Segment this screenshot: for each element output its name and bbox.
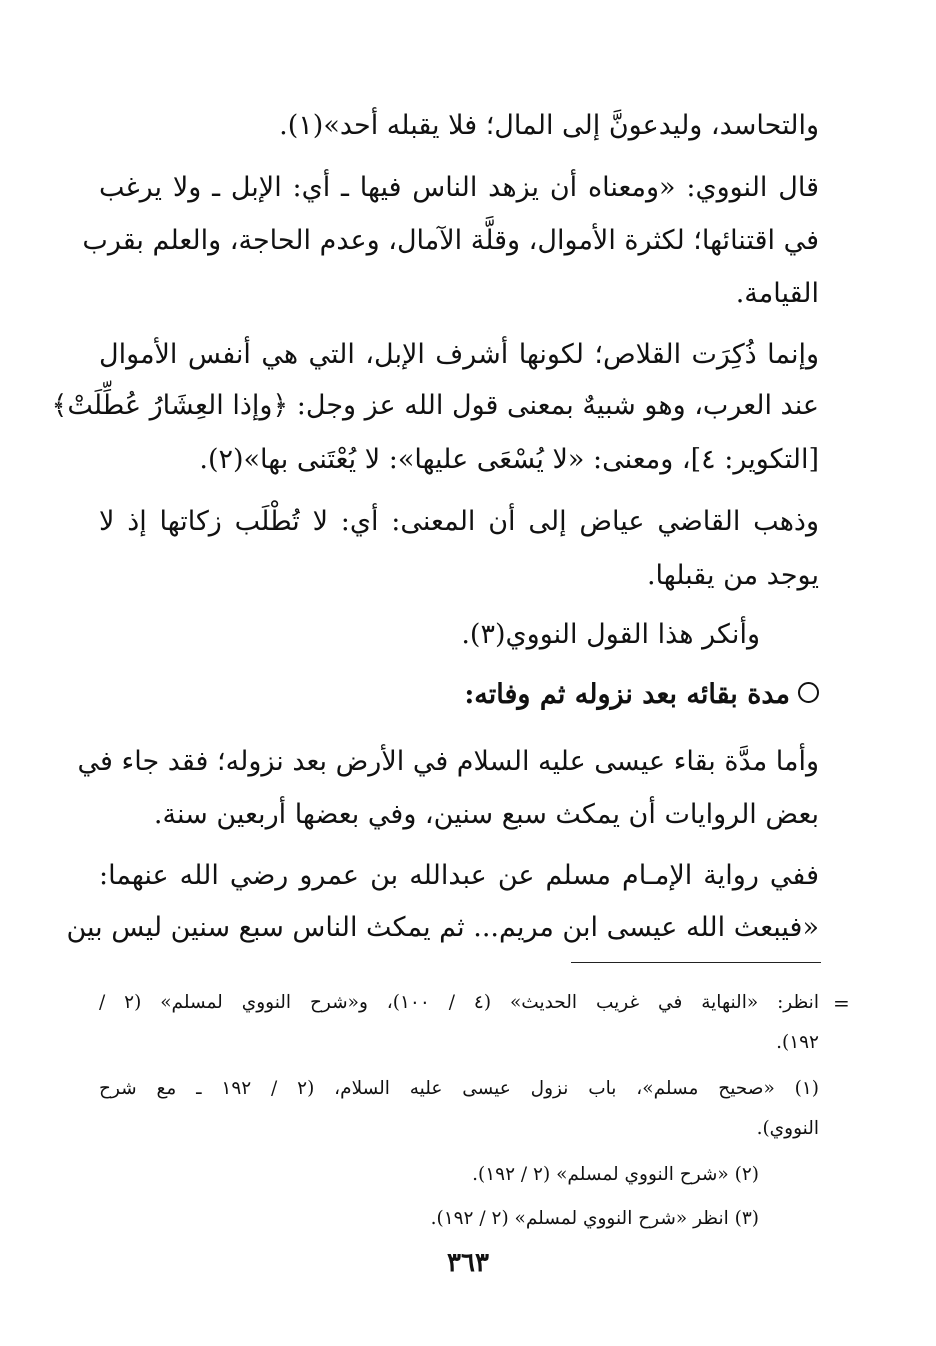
body-line: وذهب القاضي عياض إلى أن المعنى: أي: لا تُطْلَب زكاتها إذ لا	[99, 506, 819, 537]
body-line: [التكوير: ٤]، ومعنى: «لا يُسْعَى عليها»: لا يُعْتَنى بها»(٢).	[199, 444, 819, 475]
body-line: «فيبعث الله عيسى ابن مريم... ثم يمكث الناس سبع سنين ليس بين	[66, 912, 819, 943]
body-line: القيامة.	[735, 278, 819, 309]
page-number: ٣٦٣	[447, 1248, 489, 1278]
footnote-line: انظر: «النهاية في غريب الحديث» (٤ / ١٠٠)، و«شرح النووي لمسلم» (٢ /	[99, 992, 819, 1013]
footnote-line: (٢) «شرح النووي لمسلم» (٢ / ١٩٢).	[472, 1164, 759, 1185]
body-line: والتحاسد، وليدعونَّ إلى المال؛ فلا يقبله أحد»(١).	[279, 110, 819, 141]
body-line: وإنما ذُكِرَت القلاص؛ لكونها أشرف الإبل، التي هي أنفس الأموال	[99, 339, 819, 370]
body-line: بعض الروايات أن يمكث سبع سنين، وفي بعضها أربعين سنة.	[153, 799, 819, 830]
footnote-line: ١٩٢).	[776, 1032, 819, 1053]
circle-bullet-icon	[798, 682, 819, 703]
body-line: عند العرب، وهو شبيهٌ بمعنى قول الله عز وجل: ﴿وإذا العِشَارُ عُطِّلَتْ﴾	[51, 390, 819, 421]
body-line: يوجد من يقبلها.	[646, 560, 819, 591]
body-line: قال النووي: «ومعناه أن يزهد الناس فيها ـ أي: الإبل ـ ولا يرغب	[99, 172, 819, 203]
body-line: وأما مدَّة بقاء عيسى عليه السلام في الأرض بعد نزوله؛ فقد جاء في	[77, 746, 819, 777]
footnote-line: (١) «صحيح مسلم»، باب نزول عيسى عليه السلام، (٢ / ١٩٢ ـ مع شرح	[99, 1078, 820, 1099]
section-heading-text: مدة بقائه بعد نزوله ثم وفاته:	[464, 679, 790, 710]
footnote-line: (٣) انظر «شرح النووي لمسلم» (٢ / ١٩٢).	[430, 1208, 759, 1229]
body-line: في اقتنائها؛ لكثرة الأموال، وقلَّة الآمال، وعدم الحاجة، والعلم بقرب	[82, 225, 819, 256]
body-line: وأنكر هذا القول النووي(٣).	[461, 619, 760, 650]
footnote-separator	[571, 962, 821, 963]
section-heading	[464, 675, 819, 715]
footnote-line: النووي).	[756, 1118, 819, 1139]
body-line: ففي رواية الإمـام مسلم عن عبدالله بن عمرو رضي الله عنهما:	[99, 860, 819, 891]
footnote-continuation-mark: =	[833, 991, 850, 1015]
